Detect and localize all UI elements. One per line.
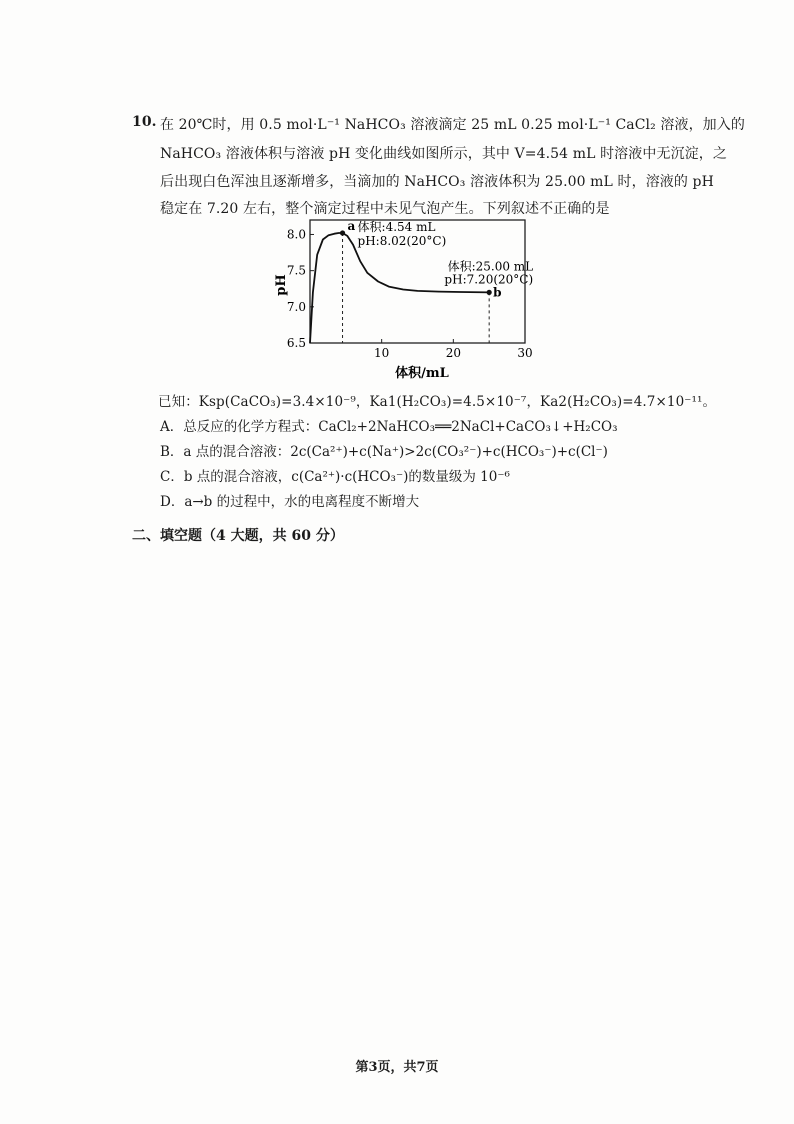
- point-a-ph-note: pH:8.02(20°C): [357, 234, 447, 249]
- option-b: B．a 点的混合溶液：2c(Ca²⁺)+c(Na⁺)>2c(CO₃²⁻)+c(HCO₃⁻)+c(Cl⁻): [160, 444, 608, 460]
- x-axis-label: 体积/mL: [395, 366, 449, 381]
- y-tick-label: 6.5: [286, 336, 306, 350]
- x-tick-label: 30: [517, 346, 533, 360]
- point-b: [487, 290, 492, 295]
- x-tick-label: 20: [445, 346, 461, 360]
- y-tick-label: 7.5: [286, 263, 306, 278]
- option-a: A．总反应的化学方程式：CaCl₂+2NaHCO₃══2NaCl+CaCO₃↓+H₂CO₃: [160, 419, 618, 435]
- question-line-1: 在 20℃时，用 0.5 mol·L⁻¹ NaHCO₃ 溶液滴定 25 mL 0.25 mol·L⁻¹ CaCl₂ 溶液，加入的: [160, 117, 745, 133]
- chart-axes: [287, 220, 533, 360]
- chart-curve-layer: [310, 233, 489, 343]
- question-line-4: 稳定在 7.20 左右，整个滴定过程中未见气泡产生。下列叙述不正确的是: [160, 201, 610, 217]
- question-line-2: NaHCO₃ 溶液体积与溶液 pH 变化曲线如图所示，其中 V=4.54 mL 时溶液中无沉淀，之: [160, 146, 727, 162]
- point-b-volume-note: 体积:25.00 mL: [447, 259, 534, 274]
- question-line-3: 后出现白色浑浊且逐渐增多，当滴加的 NaHCO₃ 溶液体积为 25.00 mL 时，溶液的 pH: [160, 174, 714, 190]
- point-b-ph-note: pH:7.20(20°C): [444, 272, 534, 287]
- page-footer: 第3页，共7页: [355, 1060, 439, 1075]
- y-tick-label: 8.0: [286, 227, 306, 242]
- question-number: 10.: [132, 114, 157, 130]
- ph-curve-line: [310, 233, 489, 343]
- point-a-label: a: [347, 219, 356, 234]
- point-a: [340, 230, 345, 235]
- option-d: D．a→b 的过程中，水的电离程度不断增大: [160, 494, 420, 510]
- x-tick-label: 10: [374, 346, 390, 360]
- section-heading: 二、填空题（4 大题，共 60 分）: [132, 528, 344, 544]
- option-c: C．b 点的混合溶液，c(Ca²⁺)·c(HCO₃⁻)的数量级为 10⁻⁶: [160, 469, 510, 485]
- point-a-volume-note: 体积:4.54 mL: [357, 220, 436, 235]
- point-b-label: b: [493, 285, 502, 300]
- plot-frame: [310, 220, 525, 343]
- chart-marks: [340, 219, 533, 343]
- y-axis-label: pH: [274, 274, 289, 296]
- y-tick-label: 7.0: [286, 299, 306, 314]
- known-constants: 已知：Ksp(CaCO₃)=3.4×10⁻⁹，Ka1(H₂CO₃)=4.5×10⁻⁷，Ka2(H₂CO₃)=4.7×10⁻¹¹。: [158, 394, 717, 410]
